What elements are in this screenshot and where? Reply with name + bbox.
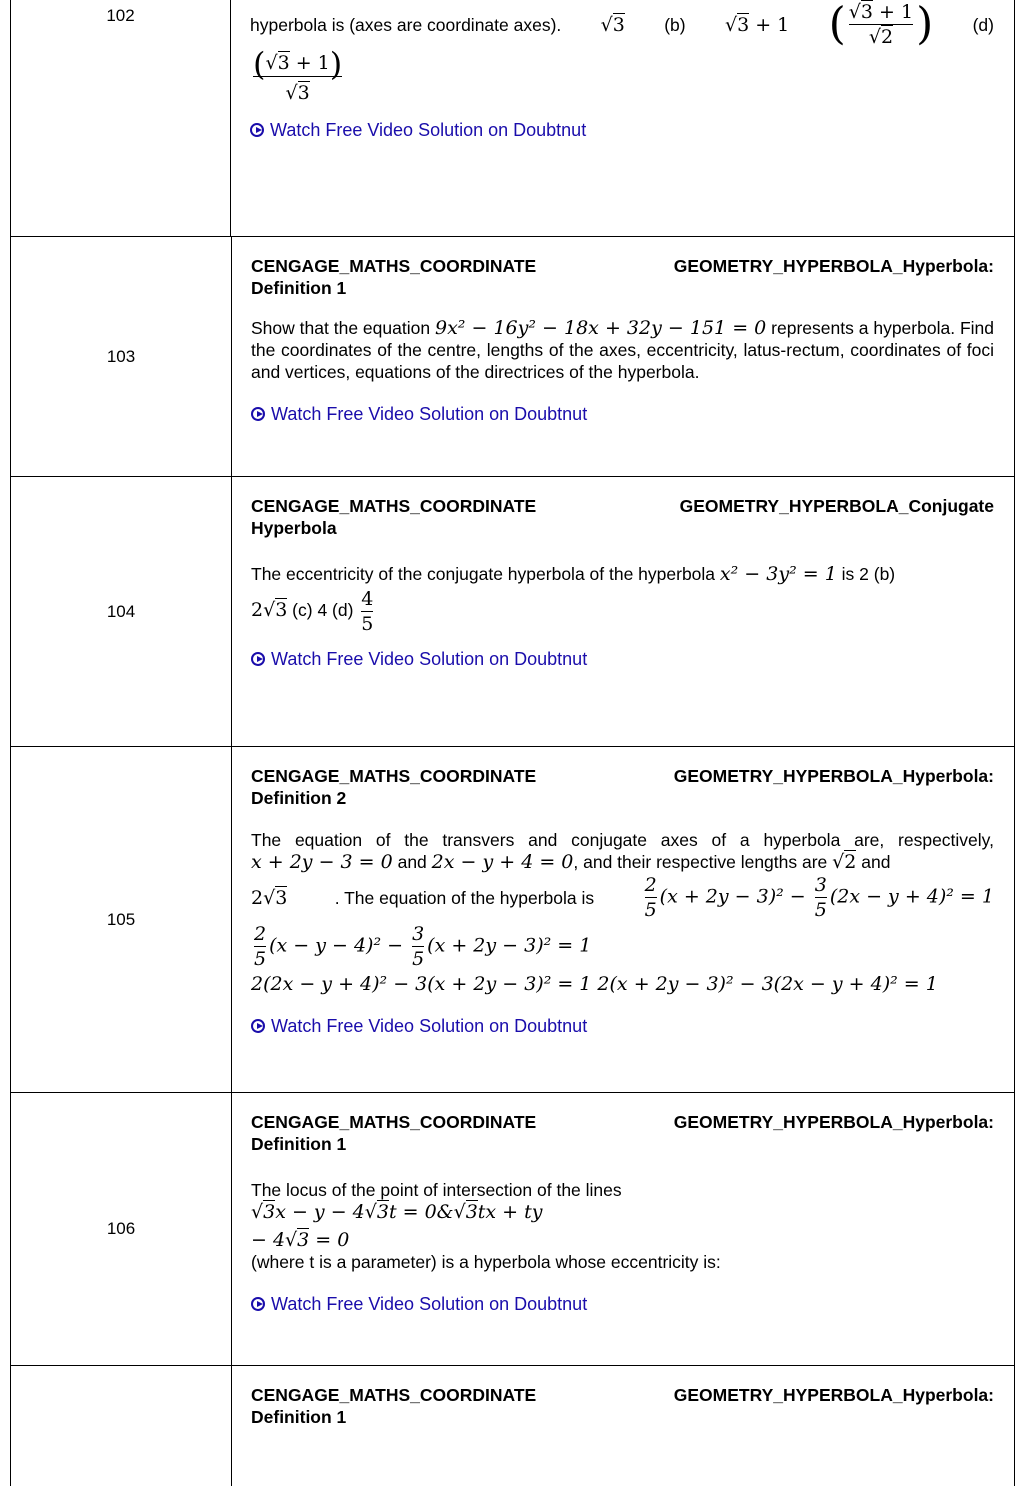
watch-video-link[interactable]: Watch Free Video Solution on Doubtnut [251, 403, 994, 425]
question-number: 104 [11, 477, 232, 746]
play-circle-icon [251, 1019, 265, 1033]
question-category: CENGAGE_MATHS_COORDINATE GEOMETRY_HYPERBOLA_Hyperbola: Definition 1 [251, 256, 994, 298]
question-text: The locus of the point of intersection of the lines √3x − y − 4√3t = 0&√3tx + ty − 4√3 = 0 (where t is a parameter) is a hyperbola whose eccentricity is: [251, 1180, 721, 1272]
math-sqrt3-plus-1: √3 + 1 [724, 13, 790, 36]
question-text: hyperbola is (axes are coordinate axes). √3 (b) √3 + 1 ( $\frac{√3 + 1}{√2}$ ) (d) [250, 0, 994, 50]
question-category: CENGAGE_MATHS_COORDINATE GEOMETRY_HYPERBOLA_Hyperbola: Definition 2 [251, 766, 994, 808]
question-row-103 [11, 237, 1014, 477]
question-number [11, 1366, 232, 1486]
watch-video-link[interactable]: Watch Free Video Solution on Doubtnut [251, 648, 994, 670]
question-row-107 [11, 1366, 1014, 1486]
question-row-106 [11, 1093, 1014, 1366]
question-row-102 [11, 0, 1014, 237]
watch-video-link[interactable]: Watch Free Video Solution on Doubtnut [250, 119, 994, 141]
math-sqrt3: √3 [600, 13, 625, 36]
play-circle-icon [250, 123, 264, 137]
question-category: CENGAGE_MATHS_COORDINATE GEOMETRY_HYPERBOLA_Hyperbola: Definition 1 [251, 1385, 994, 1427]
question-cell [232, 1366, 1014, 1486]
question-text: The equation of the transvers and conjugate axes of a hyperbola are, respectively, x + 2y − 3 = 0 and 2x − y + 4 = 0, and their respective lengths are √2 and [251, 830, 994, 873]
question-text: The eccentricity of the conjugate hyperbola of the hyperbola x² − 3y² = 1 is 2 (b) [251, 563, 896, 585]
question-cell [232, 1093, 1014, 1365]
watch-video-link[interactable]: Watch Free Video Solution on Doubtnut [251, 1015, 994, 1037]
question-number: 102 [11, 0, 231, 236]
question-category: CENGAGE_MATHS_COORDINATE GEOMETRY_HYPERBOLA_Conjugate Hyperbola [251, 496, 994, 538]
math-fraction-option-c: ( $\frac{√3 + 1}{√2}$ ) [828, 0, 934, 50]
question-cell: CENGAGE_MATHS_COORDINATE GEOMETRY_HYPERBOLA_Conjugate Hyperbola The eccentricity of the conjugate hyperbola of the hyperbola x² − 3y² = 1 is 2 (b) 2√3 (c) 4 (d) $\frac{4}{5}$ Watch Free Video Solution on Doubtnut [251, 496, 994, 669]
question-cell [231, 0, 1014, 236]
watch-video-link[interactable]: Watch Free Video Solution on Doubtnut [251, 1293, 994, 1315]
question-number: 105 [11, 747, 232, 1092]
question-category: CENGAGE_MATHS_COORDINATE GEOMETRY_HYPERBOLA_Hyperbola: Definition 1 [251, 1112, 994, 1154]
question-number: 103 [11, 237, 232, 476]
question-row-104 [11, 477, 1014, 747]
play-circle-icon [251, 652, 265, 666]
question-cell [232, 237, 1014, 476]
question-number: 106 [11, 1093, 232, 1365]
question-row-105 [11, 747, 1014, 1093]
question-text: Show that the equation 9x² − 16y² − 18x + 32y − 151 = 0 represents a hyperbola. Find the coordinates of the centre, lengths of the axes, eccentricity, latus-rectum, coordinates of foci and vertices, equations of the directrices of the hyperbola. [251, 317, 994, 382]
play-circle-icon [251, 1297, 265, 1311]
play-circle-icon [251, 407, 265, 421]
question-table [10, 0, 1015, 1486]
question-cell: CENGAGE_MATHS_COORDINATE GEOMETRY_HYPERBOLA_Hyperbola: Definition 2 The equation of the transvers and conjugate axes of a hyperbola are, respectively, x + 2y − 3 = 0 and 2x − y + 4 = 0, and their respective lengths are √2 and 2√3 . The equation of the hyperbola is $\frac{2}{5}$ (x + 2y − 3)² − $\frac{3}{5}$ (2x − y + 4)² = 1 $\frac{2}{5}$ (x − y − 4)² − $\frac{3}{5}$ (x + 2y − 3)² = 1 2(2x − y + 4)² − 3(x + 2y − 3)² = 1 2(x + 2y − 3)² − 3(2x − y + 4)² = 1 Watch Free Video Solution on Doubtnut [251, 766, 994, 1036]
math-fraction-option-d: $\frac{(√3 + 1)}{√3}$ [253, 45, 343, 104]
